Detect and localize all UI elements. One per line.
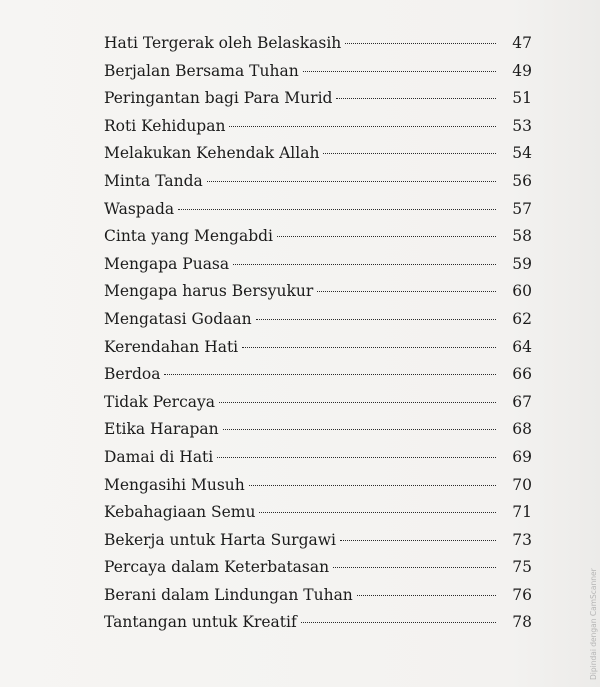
toc-entry-page-number: 60 (512, 282, 532, 301)
toc-entry (104, 278, 532, 306)
toc-entry-page-number: 59 (512, 254, 532, 273)
dot-leader (229, 126, 496, 127)
toc-entry-page-number: 70 (512, 475, 532, 494)
toc-entry (104, 416, 532, 444)
toc-entry-page-number: 68 (512, 420, 532, 439)
toc-entry-page-number: 53 (512, 116, 532, 135)
toc-entry (104, 113, 532, 141)
toc-entry (104, 472, 532, 500)
toc-entry-page-number: 67 (512, 392, 532, 411)
toc-entry-page-number: 47 (512, 34, 532, 52)
toc-entry-page-number: 49 (512, 61, 532, 80)
toc-entry (104, 196, 532, 224)
dot-leader (249, 485, 496, 486)
toc-entry-page-number: 56 (512, 171, 532, 190)
dot-leader (178, 209, 496, 210)
dot-leader (317, 291, 496, 292)
toc-entry (104, 58, 532, 86)
toc-entry (104, 140, 532, 168)
toc-entry-page-number: 54 (512, 144, 532, 163)
dot-leader (345, 43, 496, 44)
toc-entry-page-number: 78 (512, 613, 532, 632)
toc-entry-title: Peringantan bagi Para Murid (104, 89, 333, 108)
toc-entry-title: Berdoa (104, 365, 161, 384)
scanner-watermark-text: Dipindai dengan CamScanner (589, 568, 598, 680)
dot-leader (219, 402, 496, 403)
toc-entry-title: Bekerja untuk Harta Surgawi (104, 530, 336, 549)
toc-entry-title: Tidak Percaya (104, 392, 216, 411)
toc-entry-title: Mengasihi Musuh (104, 475, 245, 494)
dot-leader (223, 429, 496, 430)
toc-entry-page-number: 69 (512, 447, 532, 466)
toc-entry-title: Mengatasi Godaan (104, 309, 252, 328)
toc-entry-page-number: 66 (512, 365, 532, 384)
toc-entry-title: Etika Harapan (104, 420, 219, 439)
dot-leader (259, 512, 496, 513)
toc-entry-title: Damai di Hati (104, 447, 214, 466)
dot-leader (333, 567, 496, 568)
toc-entry (104, 499, 532, 527)
dot-leader (323, 153, 496, 154)
dot-leader (336, 98, 496, 99)
toc-entry-title: Tantangan untuk Kreatif (104, 613, 297, 632)
toc-entry (104, 582, 532, 610)
toc-entry-title: Kerendahan Hati (104, 337, 239, 356)
table-of-contents (104, 30, 532, 637)
toc-entry-title: Waspada (104, 199, 175, 218)
toc-entry-title: Minta Tanda (104, 171, 203, 190)
dot-leader (233, 264, 496, 265)
dot-leader (357, 595, 496, 596)
toc-entry (104, 85, 532, 113)
toc-entry (104, 168, 532, 196)
toc-entry (104, 306, 532, 334)
toc-entry (104, 609, 532, 637)
toc-entry (104, 389, 532, 417)
toc-entry (104, 444, 532, 472)
toc-entry-title: Kebahagiaan Semu (104, 503, 256, 522)
toc-entry (104, 554, 532, 582)
toc-entry-title: Cinta yang Mengabdi (104, 227, 274, 246)
dot-leader (277, 236, 496, 237)
toc-entry-title: Melakukan Kehendak Allah (104, 144, 320, 163)
toc-entry-title: Mengapa Puasa (104, 254, 230, 273)
toc-entry-title: Percaya dalam Keterbatasan (104, 558, 330, 577)
toc-entry-title: Roti Kehidupan (104, 116, 226, 135)
toc-entry (104, 334, 532, 362)
dot-leader (340, 540, 496, 541)
dot-leader (256, 319, 496, 320)
toc-entry-title: Mengapa harus Bersyukur (104, 282, 314, 301)
toc-entry (104, 251, 532, 279)
dot-leader (217, 457, 496, 458)
toc-entry-page-number: 51 (512, 89, 532, 108)
dot-leader (242, 347, 496, 348)
dot-leader (207, 181, 496, 182)
toc-entry-page-number: 57 (512, 199, 532, 218)
toc-entry (104, 361, 532, 389)
toc-entry-page-number: 71 (512, 503, 532, 522)
toc-entry-page-number: 76 (512, 585, 532, 604)
toc-entry-page-number: 58 (512, 227, 532, 246)
toc-entry-title: Hati Tergerak oleh Belaskasih (104, 34, 342, 52)
toc-entry-page-number: 75 (512, 558, 532, 577)
dot-leader (164, 374, 496, 375)
toc-entry (104, 527, 532, 555)
toc-entry-page-number: 62 (512, 309, 532, 328)
toc-entry-title: Berjalan Bersama Tuhan (104, 61, 299, 80)
toc-entry-title: Berani dalam Lindungan Tuhan (104, 585, 353, 604)
toc-entry-page-number: 64 (512, 337, 532, 356)
scanner-watermark (586, 568, 600, 680)
toc-entry-page-number: 73 (512, 530, 532, 549)
toc-entry (104, 223, 532, 251)
dot-leader (301, 622, 496, 623)
dot-leader (303, 71, 496, 72)
toc-entry (104, 30, 532, 58)
